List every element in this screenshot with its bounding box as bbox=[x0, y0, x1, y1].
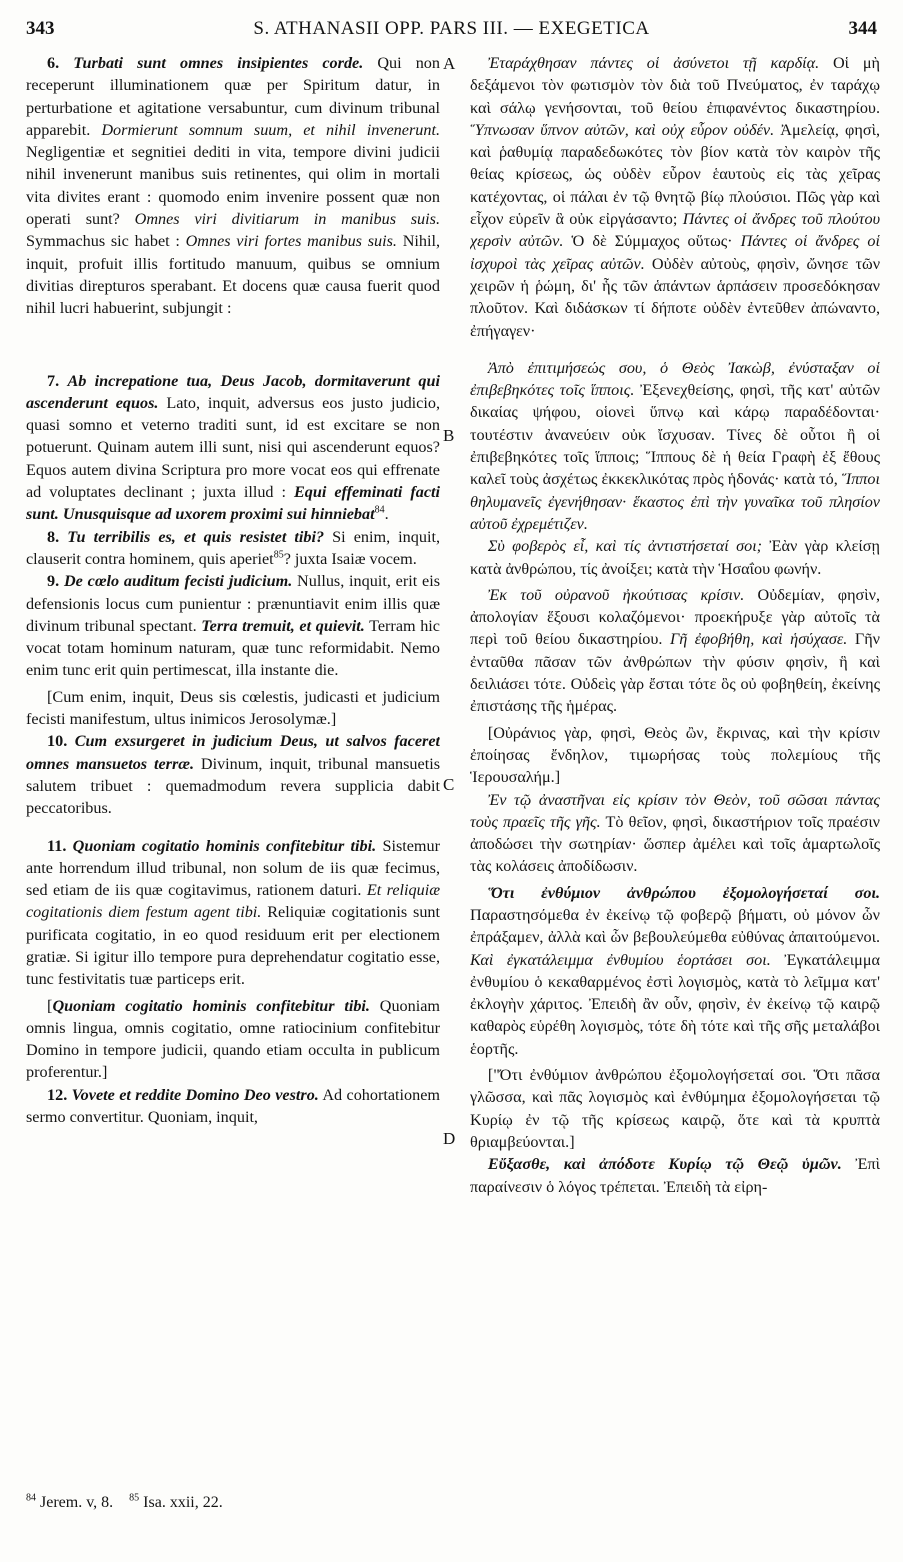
verse-9-greek-bracket: [Οὐράνιος γὰρ, φησὶ, Θεὸς ὢν, ἔκρινας, καὶ τὴν κρίσιν ἐποίησας ἔνδηλον, τιμωρήσας τοὺς πολεμίους τῆς Ἱερουσαλήμ.] bbox=[470, 723, 880, 787]
footnote-84-text: Jerem. v, 8. bbox=[40, 1494, 114, 1511]
margin-marker-b: B bbox=[443, 426, 455, 445]
page-number-left: 343 bbox=[26, 18, 55, 39]
verse-7-latin: 7. Ab increpatione tua, Deus Jacob, dormitaverunt qui ascenderunt equos. Lato, inquit, adversus eos justo judicio, quasi somno et veterno traditi sunt, id est excitare se non potuerunt. Quinam autem illi sunt, nisi qui ascenderunt equos? Equos autem divina Scriptura pro more vocat eos qui effrenate ad voluptates declinant ; juxta illud : Equi effeminati facti sunt. Unusquisque ad uxorem proximi sui hinniebat$^{84}$. bbox=[26, 371, 440, 524]
latin-column bbox=[26, 52, 440, 1492]
footnote-84-mark: 84 bbox=[26, 1492, 36, 1504]
verse-11-greek-bracket: ["Ότι ἐνθύμιον ἀνθρώπου ἐξομολογήσεταί σοι. Ὅτι πᾶσα γλῶσσα, καὶ πᾶς λογισμὸς καὶ ἐνθύμημα ἐξομολογήσεται τῷ Κυρίῳ ἐν τῷ τῆς κρίσεως καιρῷ, ὅτε καὶ τὰ κρυπτὰ θριαμβεύονται.] bbox=[470, 1066, 880, 1151]
verse-10-latin: 10. Cum exsurgeret in judicium Deus, ut salvos faceret omnes mansuetos terræ. Divinum, inquit, tribunal mansuetis salutem tribuet : quemadmodum revera supplicia dabit peccatoribus. bbox=[26, 732, 440, 818]
verse-8-greek: Σὺ φοβερὸς εἶ, καὶ τίς ἀντιστήσεταί σοι; Ἐὰν γὰρ κλείσῃ κατὰ ἀνθρώπου, τίς ἀνοίξει; κατὰ τὴν Ἡσαΐου φωνήν. bbox=[470, 537, 880, 578]
footnote-85-text: Isa. xxii, 22. bbox=[143, 1494, 223, 1511]
verse-11-latin: 11. Quoniam cogitatio hominis confitebitur tibi. Sistemur ante horrendum illud tribunal, non solum de iis quæ fecimus, sed etiam de iis quæ cogitavimus, rationem daturi. Et reliquiæ cogitationis diem festum agent tibi. Reliquiæ cogitationis sunt purificata cogitatio, in eo quod residuum erit per electionem gratiæ. Si igitur illo tempore pura deprehendatur cogitatio esse, tunc festivitatis tuæ particeps erit. bbox=[26, 836, 440, 989]
footnote-85-mark: 85 bbox=[129, 1492, 140, 1504]
verse-7-greek: Ἀπὸ ἐπιτιμήσεώς σου, ὁ Θεὸς Ἰακὼβ, ἐνύσταξαν οἱ ἐπιβεβηκότες τοῖς ἵπποις. Ἐξενεχθείσης, φησὶ, τῆς κατ' αὐτῶν δικαίας ψήφου, οἱονεὶ ὕπνῳ καὶ κάρῳ παραδέδονται· τουτέστιν ἀνανεύειν οὐκ ἴσχυσαν. Τίνες δὲ οὗτοι ἢ οἱ ἐπιβεβηκότες τοῖς ἵπποις; Ἵππους δὲ ἡ θεία Γραφὴ ἐξ ἔθους καλεῖ τοὺς ἀσχέτως ἐκκεκλικότας πρὸς ἡδονάς· κατὰ τό, Ἵπποι θηλυμανεῖς ἐγενήθησαν· ἕκαστος ἐπὶ τὴν γυναῖκα τοῦ πλησίον αὐτοῦ ἐχρεμέτιζεν. bbox=[470, 358, 880, 533]
verse-12-greek: Εὔξασθε, καὶ ἀπόδοτε Κυρίῳ τῷ Θεῷ ὑμῶν. Ἐπὶ παραίνεσιν ὁ λόγος τρέπεται. Ἐπειδὴ τὰ εἰρη- bbox=[470, 1155, 880, 1196]
verse-8-latin: 8. Tu terribilis es, et quis resistet tibi? Si enim, inquit, clauserit contra hominem, quis aperiet$^{85}$? juxta Isaiæ vocem. bbox=[26, 527, 440, 568]
page-number-right: 344 bbox=[848, 18, 877, 39]
greek-column bbox=[470, 52, 880, 1492]
verse-9-greek: Ἐκ τοῦ οὐρανοῦ ἠκούτισας κρίσιν. Οὐδεμίαν, φησὶν, ἀπολογίαν ἕξουσι κολαζόμενοι· προεκήρυξε γὰρ αὐτοῖς τὰ περὶ τοῦ θείου δικαστηρίου. Γῆ ἐφοβήθη, καὶ ἡσύχασε. Γῆν ἐνταῦθα πᾶσαν τῶν ἀνθρώπων τὴν φύσιν φησὶν, ἣ καὶ δειλιάσει τότε. Οὐδεὶς γὰρ ἔσται τότε ὃς οὐ φοβηθείη, ἐκείνης ἐπιστάσης τῆς ἡμέρας. bbox=[470, 585, 880, 716]
verse-6-latin: 6. Turbati sunt omnes insipientes corde. Qui non receperunt illuminationem quæ per Spiritum datur, in perturbatione et agitatione versabuntur, cum divinum tribunal apparebit. Dormierunt somnum suum, et nihil invenerunt. Negligentiæ et segnitiei dediti in vita, tempore divini judicii nihil invenerunt manibus suis retinentes, qui olim in mortali vita divites erant : quomodo enim invenire possent quæ non operati sunt? Omnes viri divitiarum in manibus suis. Symmachus sic habet : Omnes viri fortes manibus suis. Nihil, inquit, profuit illis fortitudo manuum, quibus se omnium divitias direpturos sperabant. Et docens quæ causa fuerit quod nihil lucri habuerint, subjungit : bbox=[26, 54, 440, 318]
column-separator bbox=[455, 54, 456, 1464]
margin-marker-c: C bbox=[443, 775, 455, 794]
verse-9-latin: 9. De cœlo auditum fecisti judicium. Nullus, inquit, erit eis defensionis locus cum punientur : prænuntiavit enim illis quæ divinum tribunal spectant. Terra tremuit, et quievit. Terram hic vocat totam hominum naturam, quæ tunc reformidabit. Nemo enim tunc erit quin pertimescat, illa instante die. bbox=[26, 572, 440, 680]
verse-9-latin-bracket: [Cum enim, inquit, Deus sis cœlestis, judicasti et judicium fecisti manifestum, ultus inimicos Jerosolymæ.] bbox=[26, 687, 440, 729]
margin-marker-a: A bbox=[443, 54, 456, 73]
verse-12-latin: 12. Vovete et reddite Domino Deo vestro. Ad cohortationem sermo convertitur. Quoniam, inquit, bbox=[26, 1085, 440, 1127]
margin-marker-d: D bbox=[443, 1129, 456, 1148]
verse-11-greek: Ὅτι ἐνθύμιον ἀνθρώπου ἐξομολογήσεταί σοι. Παραστησόμεθα ἐν ἐκείνῳ τῷ φοβερῷ βήματι, οὐ μόνον ὧν ἐπράξαμεν, ἀλλὰ καὶ ὧν βεβουλεύμεθα εὐθύνας ἀπαιτούμενοι. Καὶ ἐγκατάλειμμα ἐνθυμίου ἑορτάσει σοι. Ἐγκατάλειμμα ἐνθυμίου ὁ κεκαθαρμένος ἐστὶ λογισμὸς, κατὰ τὸ λεῖμμα κατ' ἐκλογὴν χάριτος. Ἐπειδὴ ἂν οὖν, φησὶν, ἐν ἐκείνῳ τῷ καιρῷ καθαρὸς εὑρέθη λογισμὸς, τότε δὴ τότε καὶ τῆς σῆς μεταλάβοι ἑορτῆς. bbox=[470, 883, 880, 1058]
verse-11-latin-bracket: [Quoniam cogitatio hominis confitebitur tibi. Quoniam omnis lingua, omnis cogitatio, omne ratiocinium confitebitur Domino in tempore judicii, quando etiam occulta in publicum proferentur.] bbox=[26, 996, 440, 1082]
running-title: S. ATHANASII OPP. PARS III. — EXEGETICA bbox=[253, 18, 650, 39]
footnotes bbox=[26, 1494, 446, 1512]
verse-10-greek: Ἐν τῷ ἀναστῆναι εἰς κρίσιν τὸν Θεὸν, τοῦ σῶσαι πάντας τοὺς πραεῖς τῆς γῆς. Τὸ θεῖον, φησὶ, δικαστήριον τοῖς πραέσιν ἀποδώσει τὴν σωτηρίαν· ὥσπερ ἀμέλει καὶ τοῖς ἁμαρτωλοῖς τὰς κολάσεις ἀποδίδωσιν. bbox=[470, 790, 880, 876]
page-header bbox=[0, 14, 903, 44]
verse-6-greek: Ἐταράχθησαν πάντες οἱ ἀσύνετοι τῇ καρδίᾳ. Οἱ μὴ δεξάμενοι τὸν φωτισμὸν τὸν διὰ τοῦ Πνεύματος, ἐν ταράχῳ καὶ σάλῳ γενήσονται, τοῦ θείου ἐπιφανέντος δικαστηρίου. Ὕπνωσαν ὕπνον αὐτῶν, καὶ οὐχ εὗρον οὐδέν. Ἀμελείᾳ, φησὶ, καὶ ῥαθυμίᾳ παραδεδωκότες τὸν βίον κατὰ τὸν καιρὸν τῆς θείας κρίσεως, ὡς οὐδὲν εὗρον ἑαυτοὺς εἰς τὰς χεῖρας κατέχοντας, οἱ πάλαι ἐν τῷ θνητῷ βίῳ πλούσιοι. Πῶς γὰρ καὶ εἶχον εὑρεῖν ἃ οὐκ εἰργάσαντο; Πάντες οἱ ἄνδρες τοῦ πλούτου χερσὶν αὐτῶν. Ὁ δὲ Σύμμαχος οὕτως· Πάντες οἱ ἄνδρες οἱ ἰσχυροὶ τὰς χεῖρας αὐτῶν. Οὐδὲν αὐτοὺς, φησὶν, ὤνησε τῶν χειρῶν ἡ ῥώμη, δι' ἧς τῶν ἁπάντων ἁρπάσειν προσεδόκησαν πλοῦτον. Καὶ διδάσκων τί δήποτε οὐδὲν ἐντεῦθεν ἀπώναντο, ἐπήγαγεν· bbox=[470, 54, 880, 340]
